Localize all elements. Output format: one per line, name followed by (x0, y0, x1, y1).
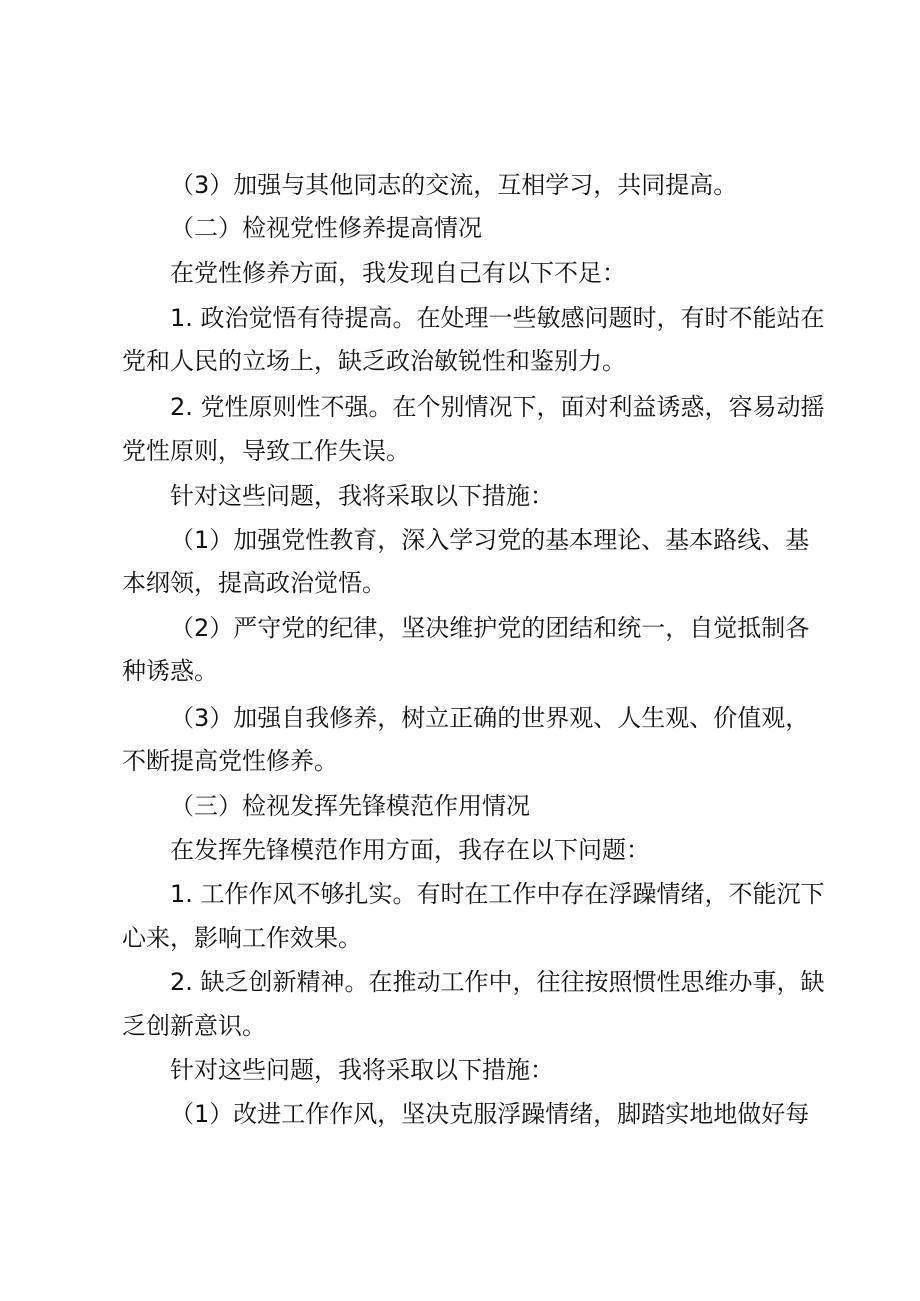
measures-intro-2: 针对这些问题，我将采取以下措施： (170, 482, 554, 510)
paragraph-intro-2: 在党性修养方面，我发现自己有以下不足： (170, 259, 626, 287)
section-heading-2: （二）检视党性修养提高情况 (170, 214, 482, 242)
section-heading-3: （三）检视发挥先锋模范作用情况 (170, 792, 530, 820)
measure-item-2-line-1: （2）严守党的纪律，坚决维护党的团结和统一，自觉抵制各 (170, 614, 810, 642)
issue-item-1-line-1: 1. 政治觉悟有待提高。在处理一些敏感问题时，有时不能站在 (170, 304, 825, 332)
issue-3-item-1-line-1: 1. 工作作风不够扎实。有时在工作中存在浮躁情绪，不能沉下 (170, 880, 825, 908)
issue-item-1-line-2: 党和人民的立场上，缺乏政治敏锐性和鉴别力。 (122, 347, 626, 375)
measure-item-3-exchange: （3）加强与其他同志的交流，互相学习，共同提高。 (170, 171, 738, 199)
measure-item-3-line-1: （3）加强自我修养，树立正确的世界观、人生观、价值观， (170, 704, 810, 732)
measures-intro-3: 针对这些问题，我将采取以下措施： (170, 1056, 554, 1084)
issue-3-item-1-line-2: 心来，影响工作效果。 (122, 924, 362, 952)
measure-item-1-line-2: 本纲领，提高政治觉悟。 (122, 569, 386, 597)
paragraph-intro-3: 在发挥先锋模范作用方面，我存在以下问题： (170, 836, 650, 864)
measure-item-3-line-2: 不断提高党性修养。 (122, 747, 338, 775)
measure-3-item-1-line-1: （1）改进工作作风，坚决克服浮躁情绪，脚踏实地地做好每 (170, 1100, 810, 1128)
measure-item-1-line-1: （1）加强党性教育，深入学习党的基本理论、基本路线、基 (170, 526, 810, 554)
issue-item-2-line-2: 党性原则，导致工作失误。 (122, 437, 410, 465)
issue-3-item-2-line-2: 乏创新意识。 (122, 1012, 266, 1040)
issue-item-2-line-1: 2. 党性原则性不强。在个别情况下，面对利益诱惑，容易动摇 (170, 393, 825, 421)
issue-3-item-2-line-1: 2. 缺乏创新精神。在推动工作中，往往按照惯性思维办事，缺 (170, 968, 825, 996)
measure-item-2-line-2: 种诱惑。 (122, 657, 218, 685)
